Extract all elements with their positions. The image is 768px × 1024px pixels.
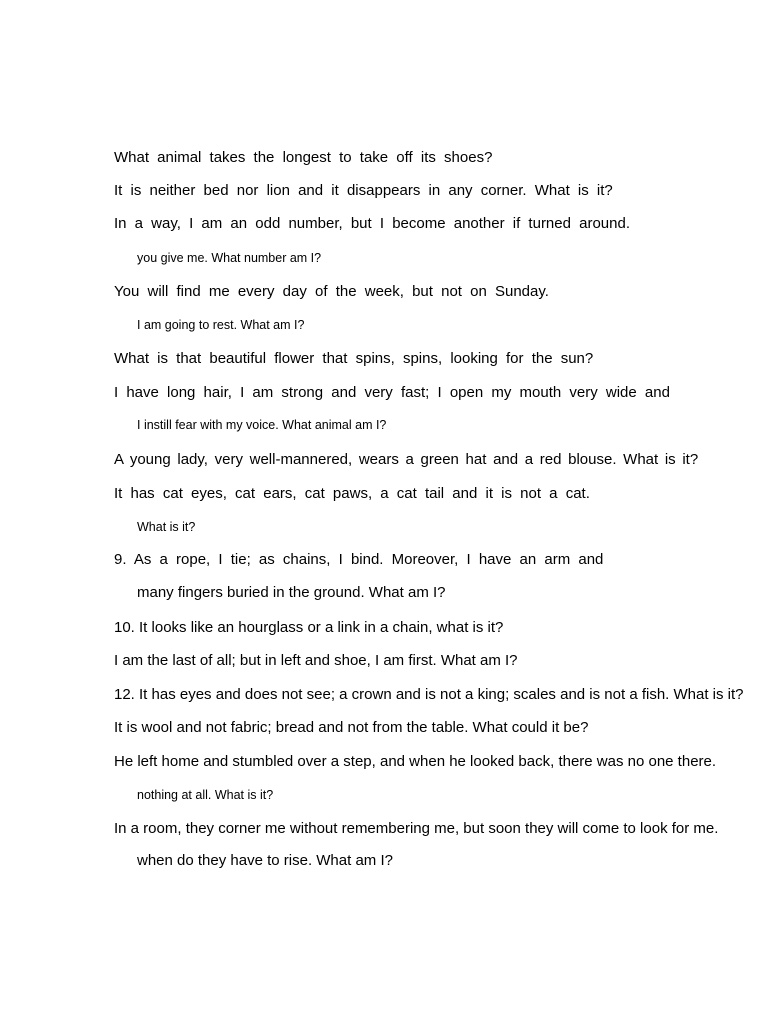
- riddle-line-15-continuation: when do they have to rise. What am I?: [137, 852, 393, 869]
- riddle-line-1: What animal takes the longest to take off its shoes?: [114, 149, 493, 166]
- riddle-line-8: It has cat eyes, cat ears, cat paws, a cat tail and it is not a cat.: [114, 485, 590, 502]
- riddle-line-9: 9. As a rope, I tie; as chains, I bind. Moreover, I have an arm and: [114, 551, 604, 568]
- riddle-line-3: In a way, I am an odd number, but I become another if turned around.: [114, 215, 631, 232]
- riddle-line-6: I have long hair, I am strong and very fast; I open my mouth very wide and: [114, 384, 670, 401]
- riddle-line-4-continuation: I am going to rest. What am I?: [137, 318, 305, 332]
- riddle-line-5: What is that beautiful flower that spins, spins, looking for the sun?: [114, 350, 594, 367]
- riddle-line-13: It is wool and not fabric; bread and not from the table. What could it be?: [114, 719, 589, 736]
- riddle-line-12: 12. It has eyes and does not see; a crown and is not a king; scales and is not a fish. What is it?: [114, 686, 744, 703]
- riddle-line-14-continuation: nothing at all. What is it?: [137, 788, 274, 802]
- riddle-line-6-continuation: I instill fear with my voice. What animal am I?: [137, 418, 387, 432]
- riddle-line-10: 10. It looks like an hourglass or a link in a chain, what is it?: [114, 619, 504, 636]
- riddle-line-7: A young lady, very well-mannered, wears a green hat and a red blouse. What is it?: [114, 451, 699, 468]
- riddle-line-3-continuation: you give me. What number am I?: [137, 251, 322, 265]
- riddle-line-14: He left home and stumbled over a step, and when he looked back, there was no one there.: [114, 753, 717, 770]
- riddle-line-9-continuation: many fingers buried in the ground. What am I?: [137, 584, 446, 601]
- riddle-line-4: You will find me every day of the week, but not on Sunday.: [114, 283, 549, 300]
- riddle-line-8-continuation: What is it?: [137, 520, 196, 534]
- riddle-line-11: I am the last of all; but in left and shoe, I am first. What am I?: [114, 652, 518, 669]
- riddle-line-2: It is neither bed nor lion and it disappears in any corner. What is it?: [114, 182, 613, 199]
- riddle-line-15: In a room, they corner me without remembering me, but soon they will come to look for me.: [114, 820, 719, 837]
